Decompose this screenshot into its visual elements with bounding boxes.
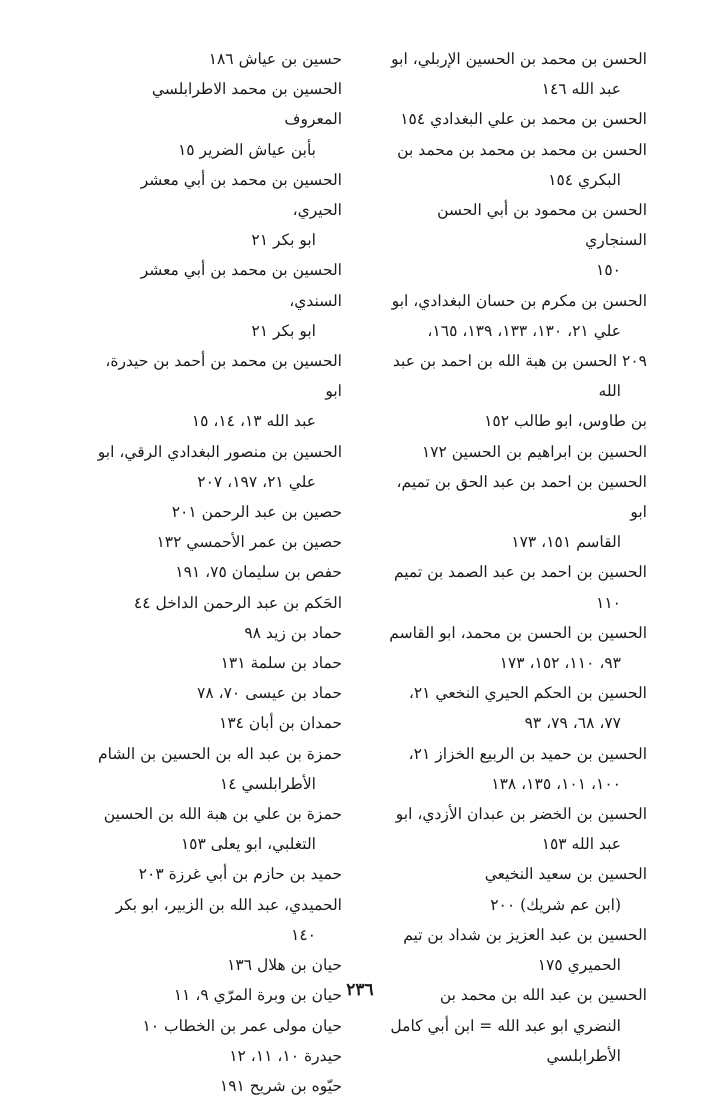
index-entry: الحسين بن الخضر بن عبدان الأزدي، ابو عبد الله ١٥٣ — [395, 805, 647, 854]
index-entry: حيدرة ١٠، ١١، ١٢ — [229, 1046, 342, 1065]
index-entry: حسين بن عياش ١٨٦ — [208, 50, 342, 68]
index-entry: الحسين بن احمد بن عبد الحق بن تميم، ابو القاسم ١٥١، ١٧٣ — [396, 472, 647, 552]
index-entry: بن طاوس، ابو طالب ١٥٢ — [484, 412, 647, 431]
page-number: ٢٣٦ — [346, 980, 374, 1000]
index-entry: الحسن بن محمد بن محمد بن محمد بن البكري ١٥٤ — [397, 140, 647, 189]
index-entry: حميد بن حازم بن أبي غرزة ٢٠٣ — [138, 865, 342, 884]
index-entry: ٢٠٩ الحسن بن هبة الله بن احمد بن عبد الله — [392, 352, 647, 401]
index-entry: الحسين بن محمد بن أبي معشر الحيري، ابو بكر ٢١ — [140, 170, 342, 250]
index-entry: الحسين بن عبد الله بن محمد بن النضري ابو عبد الله = ابن أبي كامل الأطرابلسي — [390, 986, 647, 1065]
index-entry: حصين بن عبد الرحمن ٢٠١ — [171, 503, 342, 522]
index-entry: الحسين بن عبد العزيز بن شداد بن تيم الحميري ١٧٥ — [403, 925, 647, 975]
index-entry: حيان بن وبرة المرّي ٩، ١١ — [173, 986, 342, 1005]
index-entry: الحسين بن سعيد النخيعي (ابن عم شريك) ٢٠٠ — [484, 865, 647, 914]
index-entry: حصين بن عمر الأحمسي ١٣٢ — [156, 533, 342, 552]
index-entry: حماد بن زيد ٩٨ — [244, 623, 342, 642]
index-entry: الحسين بن محمد بن أحمد بن حيدرة، ابو عبد الله ١٣، ١٤، ١٥ — [105, 352, 342, 431]
index-entry: الحسن بن محمود بن أبي الحسن السنجاري ١٥٠ — [437, 201, 647, 280]
index-entry: الحسن بن محمد بن الحسين الإربلي، ابو عبد الله ١٤٦ — [391, 50, 647, 99]
index-entry: حفص بن سليمان ٧٥، ١٩١ — [175, 563, 342, 582]
index-entry: الحسين بن الحكم الحيري النخعي ٢١، ٧٧، ٦٨، ٧٩، ٩٣ — [408, 684, 647, 733]
index-entry: الحسين بن محمد الاطرابلسي المعروف بأبن عياش الضرير ١٥ — [151, 80, 342, 159]
index-entry: حمزة بن علي بن هبة الله بن الحسين التغلبي، ابو يعلى ١٥٣ — [103, 805, 342, 854]
index-entry: الحسين بن احمد بن عبد الصمد بن تميم ١١٠ — [393, 563, 647, 612]
index-entry: الحميدي، عبد الله بن الزبير، ابو بكر ١٤٠ — [115, 895, 342, 944]
index-entry: حماد بن سلمة ١٣١ — [220, 654, 342, 673]
index-entry: حيان بن هلال ١٣٦ — [227, 956, 342, 975]
index-entry: حيان مولى عمر بن الخطاب ١٠ — [142, 1016, 342, 1035]
index-entry: حمدان بن أبان ١٣٤ — [219, 714, 342, 733]
right-column — [383, 44, 647, 1071]
index-entry: الحسين بن الحسن بن محمد، ابو القاسم ٩٣، ١١٠، ١٥٢، ١٧٣ — [389, 623, 647, 673]
index-entry: حيّوه بن شريح ١٩١ — [219, 1076, 342, 1095]
index-entry: الحسين بن حميد بن الربيع الخزاز ٢١، ١٠٠، ١٠١، ١٣٥، ١٣٨ — [408, 744, 647, 793]
index-entry: الحسن بن مكرم بن حسان البغدادي، ابو علي ٢١، ١٣٠، ١٣٣، ١٣٩، ١٦٥، — [391, 291, 647, 340]
left-column — [92, 44, 342, 1101]
index-entry: الحسن بن محمد بن علي البغدادي ١٥٤ — [400, 110, 647, 129]
index-entry: الحسين بن منصور البغدادي الرقي، ابو علي ٢١، ١٩٧، ٢٠٧ — [97, 442, 342, 491]
index-entry: حمزة بن عبد اله بن الحسين بن الشام الأطرابلسي ١٤ — [98, 744, 342, 793]
index-entry: الحسين بن محمد بن أبي معشر السندي، ابو بكر ٢١ — [140, 261, 342, 340]
index-entry: الحَكم بن عبد الرحمن الداخل ٤٤ — [133, 593, 342, 612]
index-entry: الحسين بن ابراهيم بن الحسين ١٧٢ — [421, 442, 647, 461]
index-entry: حماد بن عيسى ٧٠، ٧٨ — [197, 684, 342, 703]
